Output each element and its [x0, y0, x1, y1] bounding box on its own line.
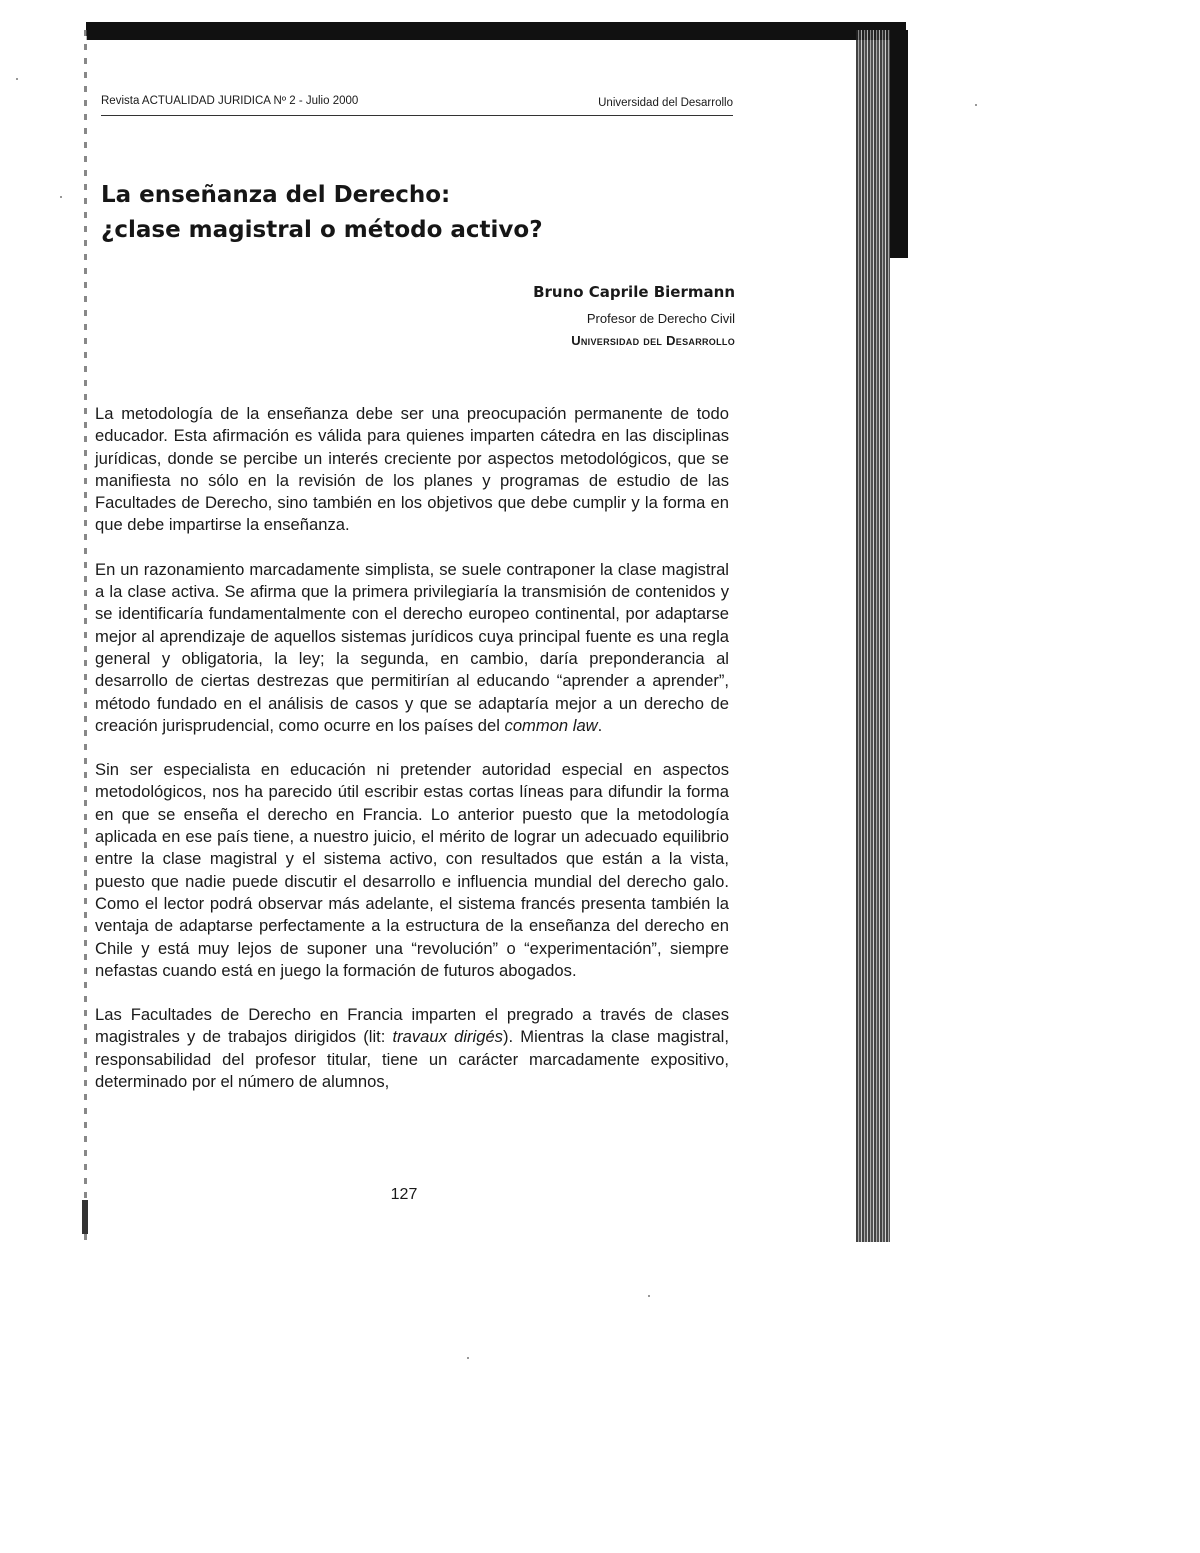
paragraph-2-text: En un razonamiento marcadamente simplista, se suele contraponer la clase magistral a la clase activa. Se afirma que la primera privilegiaría la transmisión de contenidos y se identificaría fundamentalmente con el derecho europeo continental, por adaptarse mejor al aprendizaje de aquellos sistemas jurídicos cuya principal fuente es una regla general y obligatoria, la ley; la segunda, en cambio, daría preponderancia al desarrollo de ciertas destrezas que permitirían al educando “aprender a aprender”, método fundado en el análisis de casos y que se adaptaría mejor a un derecho de creación jurisprudencial, como ocurre en los países del	[95, 559, 729, 735]
scan-speck	[16, 78, 18, 80]
journal-name: Revista ACTUALIDAD JURIDICA Nº 2 - Julio 2000	[101, 95, 359, 107]
paragraph-4-italic: travaux dirigés	[392, 1027, 503, 1047]
paragraph-2-end: .	[597, 715, 603, 735]
scan-border-right	[856, 30, 890, 1242]
article-body	[95, 403, 729, 1115]
article-title	[101, 178, 741, 248]
institution-name: Universidad del Desarrollo	[598, 97, 733, 109]
scan-shadow-right	[890, 30, 908, 258]
running-header	[101, 93, 733, 116]
scan-speck	[975, 104, 977, 106]
author-affiliation: Universidad del Desarrollo	[571, 333, 735, 348]
paragraph-4-text: Las Facultades de Derecho en Francia imparten el pregrado a través de clases magistrales y de trabajos dirigidos (lit:	[95, 1005, 729, 1047]
paragraph-2	[95, 559, 729, 737]
author-role: Profesor de Derecho Civil	[586, 311, 735, 326]
scan-border-top	[86, 22, 906, 40]
author-block	[335, 282, 735, 350]
title-line-1: La enseñanza del Derecho:	[101, 182, 451, 208]
paragraph-4	[95, 1004, 729, 1093]
paragraph-3: Sin ser especialista en educación ni pretender autoridad especial en aspectos metodológicos, nos ha parecido útil escribir estas cortas líneas para difundir la forma en que se enseña el derecho en Francia. Lo anterior puesto que la metodología aplicada en ese país tiene, a nuestro juicio, el mérito de lograr un adecuado equilibrio entre la clase magistral y el sistema activo, con resultados que están a la vista, puesto que nadie puede discutir el desarrollo e influencia mundial del derecho galo. Como el lector podrá observar más adelante, el sistema francés presenta también la ventaja de adaptarse perfectamente a la estructura de la enseñanza del derecho en Chile y está muy lejos de suponer una “revolución” o “experimentación”, siempre nefastas cuando está en juego la formación de futuros abogados.	[95, 760, 729, 980]
author-name: Bruno Caprile Biermann	[533, 283, 735, 301]
scan-speck	[60, 196, 62, 198]
paragraph-4-end: ). Mientras la clase magistral, responsabilidad del profesor titular, tiene un carácter marcadamente expositivo, determinado por el número de alumnos,	[95, 1027, 729, 1092]
page-number: 127	[390, 1186, 418, 1203]
paragraph-2-italic: common law	[504, 715, 598, 735]
scan-mark-bottom	[82, 1200, 88, 1234]
scan-border-left	[84, 30, 87, 1242]
scan-speck	[467, 1357, 469, 1359]
scan-speck	[648, 1295, 650, 1297]
paragraph-1: La metodología de la enseñanza debe ser una preocupación permanente de todo educador. Esta afirmación es válida para quienes imparten cátedra en las disciplinas jurídicas, donde se percibe un interés creciente por aspectos metodológicos, que se manifiesta no sólo en la revisión de los planes y programas de estudio de las Facultades de Derecho, sino también en los objetivos que debe cumplir y la forma en que debe impartirse la enseñanza.	[95, 404, 729, 535]
title-line-2: ¿clase magistral o método activo?	[101, 217, 543, 243]
